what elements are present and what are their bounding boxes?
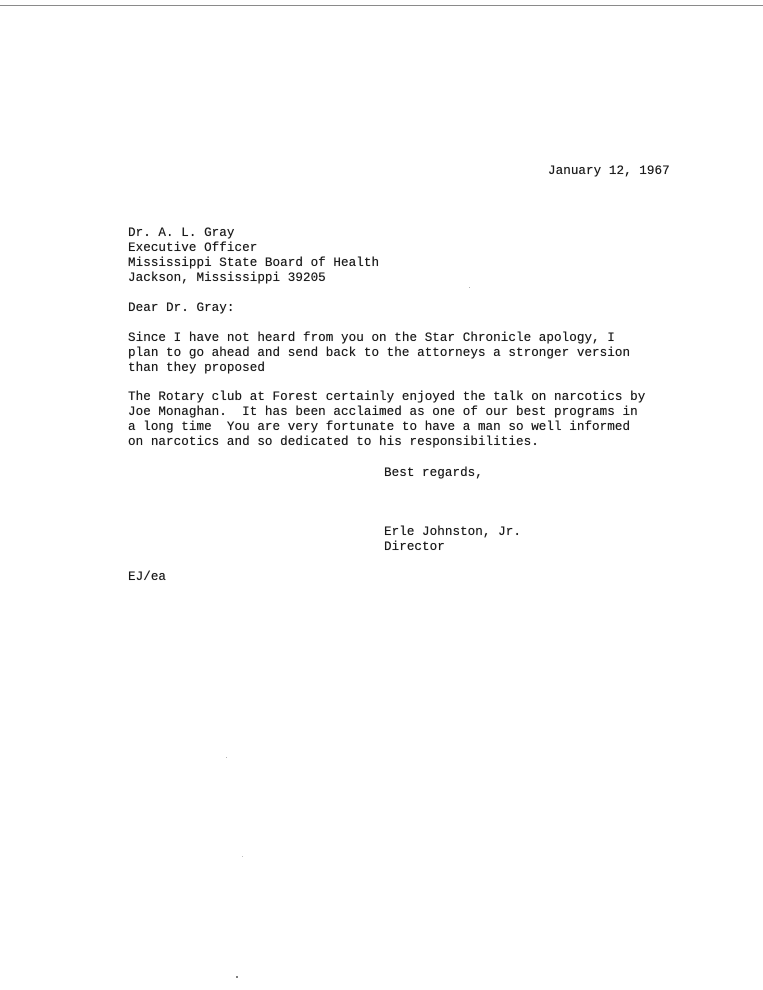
paragraph-2-line: Joe Monaghan. It has been acclaimed as one of our best programs in bbox=[128, 405, 638, 419]
top-edge-rule bbox=[0, 5, 763, 6]
signer-title: Director bbox=[384, 540, 445, 554]
scan-speck bbox=[226, 757, 227, 758]
recipient-title: Executive Officer bbox=[128, 241, 258, 255]
recipient-name: Dr. A. L. Gray bbox=[128, 226, 235, 240]
scan-speck bbox=[236, 976, 238, 978]
salutation: Dear Dr. Gray: bbox=[128, 301, 235, 315]
letter-date: January 12, 1967 bbox=[548, 164, 670, 178]
scan-speck bbox=[469, 287, 470, 288]
paragraph-2-line: on narcotics and so dedicated to his responsibilities. bbox=[128, 435, 539, 449]
paragraph-2-line: The Rotary club at Forest certainly enjoyed the talk on narcotics by bbox=[128, 390, 646, 404]
paragraph-1-line: plan to go ahead and send back to the attorneys a stronger version bbox=[128, 346, 631, 360]
recipient-organization: Mississippi State Board of Health bbox=[128, 256, 380, 270]
closing: Best regards, bbox=[384, 466, 483, 480]
signer-name: Erle Johnston, Jr. bbox=[384, 525, 521, 539]
paragraph-1-line: Since I have not heard from you on the Star Chronicle apology, I bbox=[128, 331, 615, 345]
scan-speck bbox=[242, 856, 243, 857]
typist-initials: EJ/ea bbox=[128, 570, 167, 584]
paragraph-2-line: a long time You are very fortunate to have a man so well informed bbox=[128, 420, 631, 434]
paragraph-1-line: than they proposed bbox=[128, 361, 265, 375]
recipient-city-line: Jackson, Mississippi 39205 bbox=[128, 271, 326, 285]
